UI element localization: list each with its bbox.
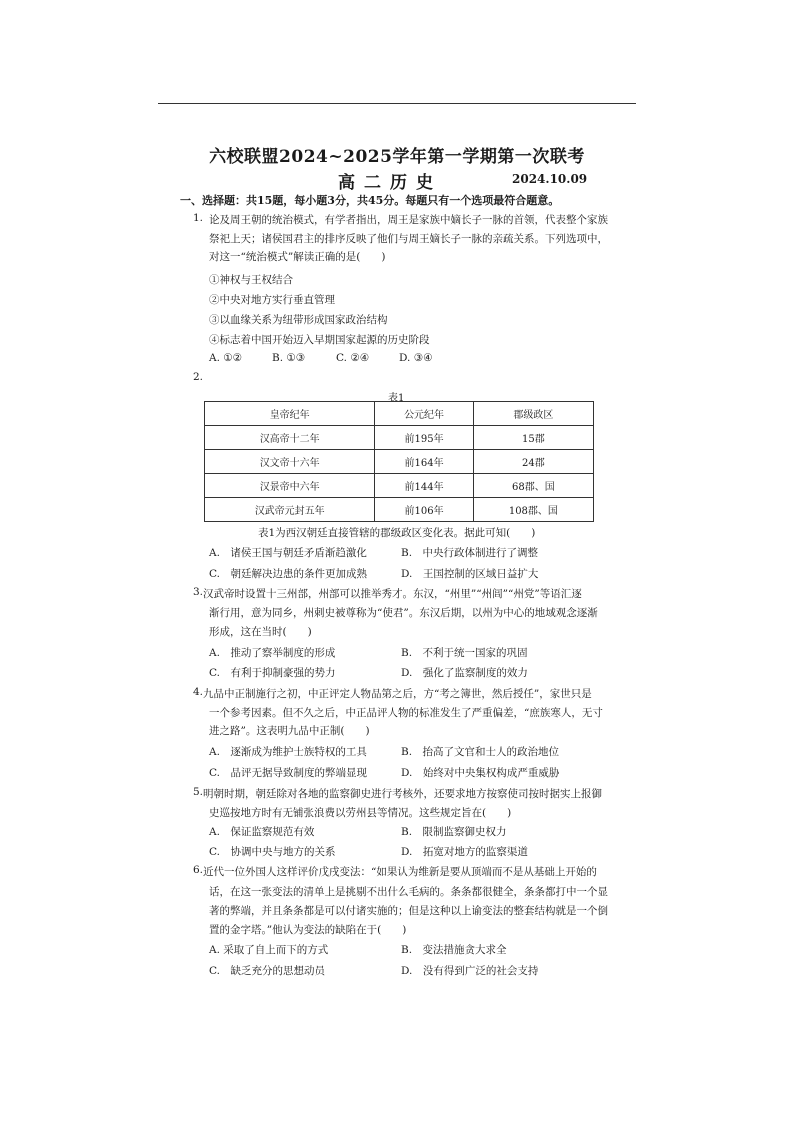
table-cell: 24郡	[473, 450, 593, 474]
q5-stem-line: 史巡按地方时有无铺张浪费以劳州县等情况。这些规定旨在( )	[209, 807, 512, 819]
q4-stem-line: 进之路”。这表明九品中正制( )	[209, 725, 370, 737]
q3-option-c: C. 有利于抑制豪强的势力	[209, 667, 336, 679]
q5-stem-line: 明朝时期，朝廷除对各地的监察御史进行考核外，还要求地方按察使司按时据实上报御	[203, 788, 602, 800]
q4-number: 4.	[193, 686, 204, 698]
q1-statement: ②中央对地方实行垂直管理	[209, 294, 335, 306]
table-cell: 汉高帝十二年	[205, 426, 375, 450]
q4-stem-line: 九品中正制施行之初，中正评定人物品第之后，方“考之簿世，然后授任”，家世只是	[203, 688, 592, 700]
q1-stem-line: 对这一“统治模式”解读正确的是( )	[209, 251, 386, 263]
table-header-cell: 皇帝纪年	[205, 402, 375, 426]
q2-option-c: C. 朝廷解决边患的条件更加成熟	[209, 568, 367, 580]
table-row	[205, 474, 594, 498]
q1-stem-line: 论及周王朝的统治模式，有学者指出，周王是家族中嫡长子一脉的首领，代表整个家族	[209, 214, 608, 226]
q1-number: 1.	[193, 212, 204, 224]
q5-option-c: C. 协调中央与地方的关系	[209, 846, 336, 858]
q3-stem-line: 汉武帝时设置十三州部，州部可以推举秀才。东汉，“州里”“州闾”“州党”等语汇逐	[203, 588, 582, 600]
table-cell: 前164年	[375, 450, 473, 474]
table-caption: 表1	[388, 393, 405, 404]
q6-stem-line: 近代一位外国人这样评价戊戌变法：“如果认为维新是要从顶端而不是从基础上开始的	[203, 866, 597, 878]
table-row	[205, 450, 594, 474]
table-cell: 15郡	[473, 426, 593, 450]
q4-option-b: B. 抬高了文官和士人的政治地位	[401, 746, 560, 758]
q6-option-d: D. 没有得到广泛的社会支持	[401, 965, 539, 977]
q1-option-c: C. ②④	[336, 352, 370, 364]
q4-stem-line: 一个参考因素。但不久之后，中正品评人物的标准发生了严重偏差，“庶族寒人，无寸	[209, 707, 603, 719]
table-row	[205, 426, 594, 450]
q3-stem-line: 形成，这在当时( )	[209, 626, 312, 638]
q3-option-d: D. 强化了监察制度的效力	[401, 667, 528, 679]
q4-option-a: A. 逐渐成为维护士族特权的工具	[209, 746, 367, 758]
q5-number: 5.	[193, 786, 204, 798]
q5-option-b: B. 限制监察御史权力	[401, 826, 507, 838]
exam-title: 六校联盟2024~2025学年第一学期第一次联考	[209, 147, 585, 167]
q1-statement: ③以血缘关系为纽带形成国家政治结构	[209, 314, 388, 326]
q1-statement: ①神权与王权结合	[209, 274, 293, 286]
subject-title: 高二历史	[338, 173, 442, 193]
q5-option-d: D. 拓宽对地方的监察渠道	[401, 846, 528, 858]
jun-region-table	[204, 401, 594, 522]
q3-number: 3.	[193, 586, 204, 598]
q6-option-a: A. 采取了自上而下的方式	[209, 944, 329, 956]
table-header-cell: 公元纪年	[375, 402, 473, 426]
q6-stem-line: 著的弊端，并且条条都是可以付诸实施的；但是这种以上谕变法的整套结构就是一个倒	[209, 905, 608, 917]
q6-option-c: C. 缺乏充分的思想动员	[209, 965, 325, 977]
table-header-row	[205, 402, 594, 426]
table-cell: 前106年	[375, 498, 473, 522]
table-row	[205, 498, 594, 522]
q1-option-b: B. ①③	[272, 352, 306, 364]
q1-statement: ④标志着中国开始迈入早期国家起源的历史阶段	[209, 334, 430, 346]
q5-option-a: A. 保证监察规范有效	[209, 826, 315, 838]
table-header-cell: 郡级政区	[473, 402, 593, 426]
section-heading: 一、选择题：共15题，每小题3分，共45分。每题只有一个选项最符合题意。	[180, 194, 560, 207]
exam-date: 2024.10.09	[512, 172, 588, 186]
q2-stem: 表1为西汉朝廷直接管辖的郡级政区变化表。据此可知( )	[258, 527, 536, 539]
q1-option-a: A. ①②	[209, 352, 243, 364]
q6-number: 6.	[193, 864, 204, 876]
table-cell: 汉景帝中六年	[205, 474, 375, 498]
q4-option-d: D. 始终对中央集权构成严重威胁	[401, 767, 560, 779]
q4-option-c: C. 品评无据导致制度的弊端显现	[209, 767, 367, 779]
table-cell: 68郡、国	[473, 474, 593, 498]
q6-stem-line: 话，在这一张变法的清单上是挑剔不出什么毛病的。条条都很健全，条条都打中一个显	[209, 886, 608, 898]
q3-option-b: B. 不利于统一国家的巩固	[401, 647, 528, 659]
table-cell: 前195年	[375, 426, 473, 450]
table-cell: 汉文帝十六年	[205, 450, 375, 474]
q6-option-b: B. 变法措施贪大求全	[401, 944, 507, 956]
q3-stem-line: 渐行用，意为同乡，州刺史被尊称为“使君”。东汉后期，以州为中心的地域观念逐渐	[209, 607, 598, 619]
table-cell: 108郡、国	[473, 498, 593, 522]
table-cell: 汉武帝元封五年	[205, 498, 375, 522]
q2-option-d: D. 王国控制的区域日益扩大	[401, 568, 539, 580]
q2-option-b: B. 中央行政体制进行了调整	[401, 547, 539, 559]
q3-option-a: A. 推动了察举制度的形成	[209, 647, 336, 659]
q1-stem-line: 祭祀上天；诸侯国君主的排序反映了他们与周王嫡长子一脉的亲疏关系。下列选项中，	[209, 233, 608, 245]
q6-stem-line: 置的金字塔。”他认为变法的缺陷在于( )	[209, 924, 407, 936]
table-cell: 前144年	[375, 474, 473, 498]
q2-number: 2.	[193, 371, 204, 383]
header-rule	[158, 103, 636, 104]
q2-option-a: A. 诸侯王国与朝廷矛盾渐趋激化	[209, 547, 367, 559]
q1-option-d: D. ③④	[399, 352, 433, 364]
